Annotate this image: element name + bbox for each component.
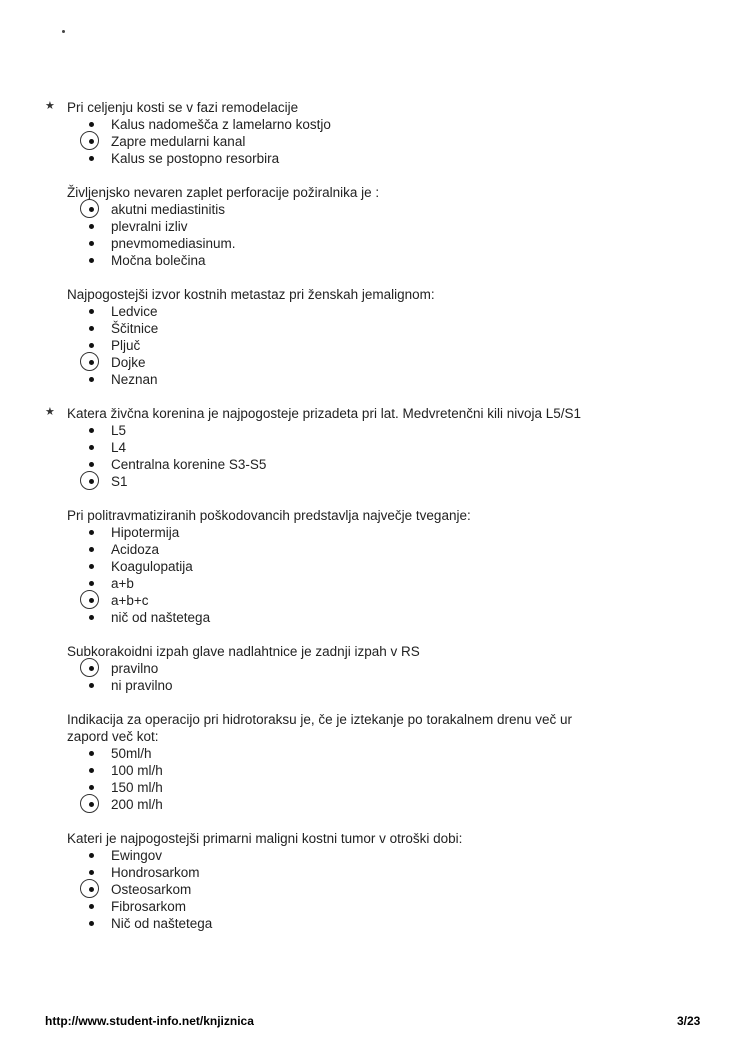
option-text: L5 xyxy=(111,423,127,438)
bullet-icon xyxy=(89,326,94,331)
option-text: Hondrosarkom xyxy=(111,865,200,880)
option[interactable] xyxy=(67,337,727,354)
question-text: Subkorakoidni izpah glave nadlahtnice je zadnji izpah v RS xyxy=(67,644,420,659)
option[interactable] xyxy=(67,898,727,915)
option-text: plevralni izliv xyxy=(111,219,188,234)
option-selected[interactable] xyxy=(67,796,727,813)
page-number: 3/23 xyxy=(677,1014,701,1028)
option-text: 100 ml/h xyxy=(111,763,163,778)
option[interactable] xyxy=(67,252,727,269)
question xyxy=(67,507,727,626)
option-text: Centralna korenine S3-S5 xyxy=(111,457,267,472)
option[interactable] xyxy=(67,524,727,541)
question-list xyxy=(45,99,727,949)
bullet-icon xyxy=(89,921,94,926)
option[interactable] xyxy=(67,915,727,932)
option[interactable] xyxy=(67,439,727,456)
option-text: Močna bolečina xyxy=(111,253,206,268)
option[interactable] xyxy=(67,235,727,252)
option[interactable] xyxy=(67,218,727,235)
star-mark-icon: ★ xyxy=(45,100,55,112)
option[interactable] xyxy=(67,150,727,167)
option-text: Fibrosarkom xyxy=(111,899,187,914)
question-text: Pri politravmatiziranih poškodovancih predstavlja največje tveganje: xyxy=(67,508,471,523)
bullet-icon xyxy=(89,547,94,552)
option[interactable] xyxy=(67,303,727,320)
bullet-icon xyxy=(89,428,94,433)
bullet-icon xyxy=(89,615,94,620)
star-mark-icon: ★ xyxy=(45,406,55,418)
option-text: 200 ml/h xyxy=(111,797,163,812)
question-text: Kateri je najpogostejši primarni maligni kostni tumor v otroški dobi: xyxy=(67,831,463,846)
bullet-icon xyxy=(89,462,94,467)
scan-speck xyxy=(62,30,65,33)
option[interactable] xyxy=(67,116,727,133)
option-selected[interactable] xyxy=(67,133,727,150)
answer-circle-mark xyxy=(80,352,99,371)
bullet-icon xyxy=(89,581,94,586)
question xyxy=(45,405,727,490)
option[interactable] xyxy=(67,558,727,575)
option[interactable] xyxy=(67,575,727,592)
bullet-icon xyxy=(89,122,94,127)
bullet-icon xyxy=(89,683,94,688)
bullet-icon xyxy=(89,564,94,569)
question xyxy=(67,643,727,694)
option[interactable] xyxy=(67,422,727,439)
option-text: Hipotermija xyxy=(111,525,180,540)
option-selected[interactable] xyxy=(67,881,727,898)
footer-url[interactable]: http://www.student-info.net/knjiznica xyxy=(45,1014,254,1028)
bullet-icon xyxy=(89,870,94,875)
answer-circle-mark xyxy=(80,131,99,150)
option-text: Osteosarkom xyxy=(111,882,192,897)
question xyxy=(45,99,727,167)
bullet-icon xyxy=(89,445,94,450)
question xyxy=(67,286,727,388)
option-text: Pljuč xyxy=(111,338,141,353)
option-selected[interactable] xyxy=(67,592,727,609)
bullet-icon xyxy=(89,904,94,909)
question-text: Življenjsko nevaren zaplet perforacije požiralnika je : xyxy=(67,185,380,200)
option-text: L4 xyxy=(111,440,127,455)
question xyxy=(67,184,727,269)
option[interactable] xyxy=(67,541,727,558)
option-text: S1 xyxy=(111,474,128,489)
answer-circle-mark xyxy=(80,794,99,813)
option-text: Nič od naštetega xyxy=(111,916,213,931)
bullet-icon xyxy=(89,258,94,263)
bullet-icon xyxy=(89,343,94,348)
bullet-icon xyxy=(89,768,94,773)
option[interactable] xyxy=(67,456,727,473)
option-selected[interactable] xyxy=(67,473,727,490)
option-text: Kalus nadomešča z lamelarno kostjo xyxy=(111,117,331,132)
option-selected[interactable] xyxy=(67,201,727,218)
answer-circle-mark xyxy=(80,590,99,609)
bullet-icon xyxy=(89,309,94,314)
bullet-icon xyxy=(89,785,94,790)
bullet-icon xyxy=(89,241,94,246)
option-text: 50ml/h xyxy=(111,746,152,761)
question-text: Katera živčna korenina je najpogosteje prizadeta pri lat. Medvretenčni kili nivoja L5/S1 xyxy=(67,406,582,421)
option[interactable] xyxy=(67,864,727,881)
answer-circle-mark xyxy=(80,199,99,218)
option-text: Dojke xyxy=(111,355,146,370)
option[interactable] xyxy=(67,371,727,388)
bullet-icon xyxy=(89,853,94,858)
bullet-icon xyxy=(89,751,94,756)
question-text: Najpogostejši izvor kostnih metastaz pri ženskah jemalignom: xyxy=(67,287,435,302)
option-selected[interactable] xyxy=(67,354,727,371)
option-text: Ledvice xyxy=(111,304,158,319)
option[interactable] xyxy=(67,762,727,779)
option[interactable] xyxy=(67,745,727,762)
question xyxy=(67,711,727,813)
option-text: akutni mediastinitis xyxy=(111,202,226,217)
bullet-icon xyxy=(89,224,94,229)
option-selected[interactable] xyxy=(67,660,727,677)
option-text: Neznan xyxy=(111,372,158,387)
option-text: Koagulopatija xyxy=(111,559,193,574)
answer-circle-mark xyxy=(80,471,99,490)
question-text: Pri celjenju kosti se v fazi remodelacije xyxy=(67,100,299,115)
option-text: ni pravilno xyxy=(111,678,173,693)
bullet-icon xyxy=(89,156,94,161)
question xyxy=(67,830,727,932)
option-text: 150 ml/h xyxy=(111,780,163,795)
option-text: Kalus se postopno resorbira xyxy=(111,151,280,166)
option[interactable] xyxy=(67,609,727,626)
option-text: Acidoza xyxy=(111,542,160,557)
option-text: a+b xyxy=(111,576,134,591)
option-text: pnevmomediasinum. xyxy=(111,236,236,251)
option-text: Ewingov xyxy=(111,848,163,863)
answer-circle-mark xyxy=(80,879,99,898)
option[interactable] xyxy=(67,847,727,864)
answer-circle-mark xyxy=(80,658,99,677)
option-text: pravilno xyxy=(111,661,159,676)
option[interactable] xyxy=(67,677,727,694)
question-text: Indikacija za operacijo pri hidrotoraksu je, če je iztekanje po torakalnem drenu več ur zapord več kot: xyxy=(67,712,573,744)
option[interactable] xyxy=(67,779,727,796)
bullet-icon xyxy=(89,530,94,535)
option-text: a+b+c xyxy=(111,593,149,608)
option-text: nič od naštetega xyxy=(111,610,211,625)
option-text: Zapre medularni kanal xyxy=(111,134,246,149)
option[interactable] xyxy=(67,320,727,337)
option-text: Ščitnice xyxy=(111,321,159,336)
bullet-icon xyxy=(89,377,94,382)
